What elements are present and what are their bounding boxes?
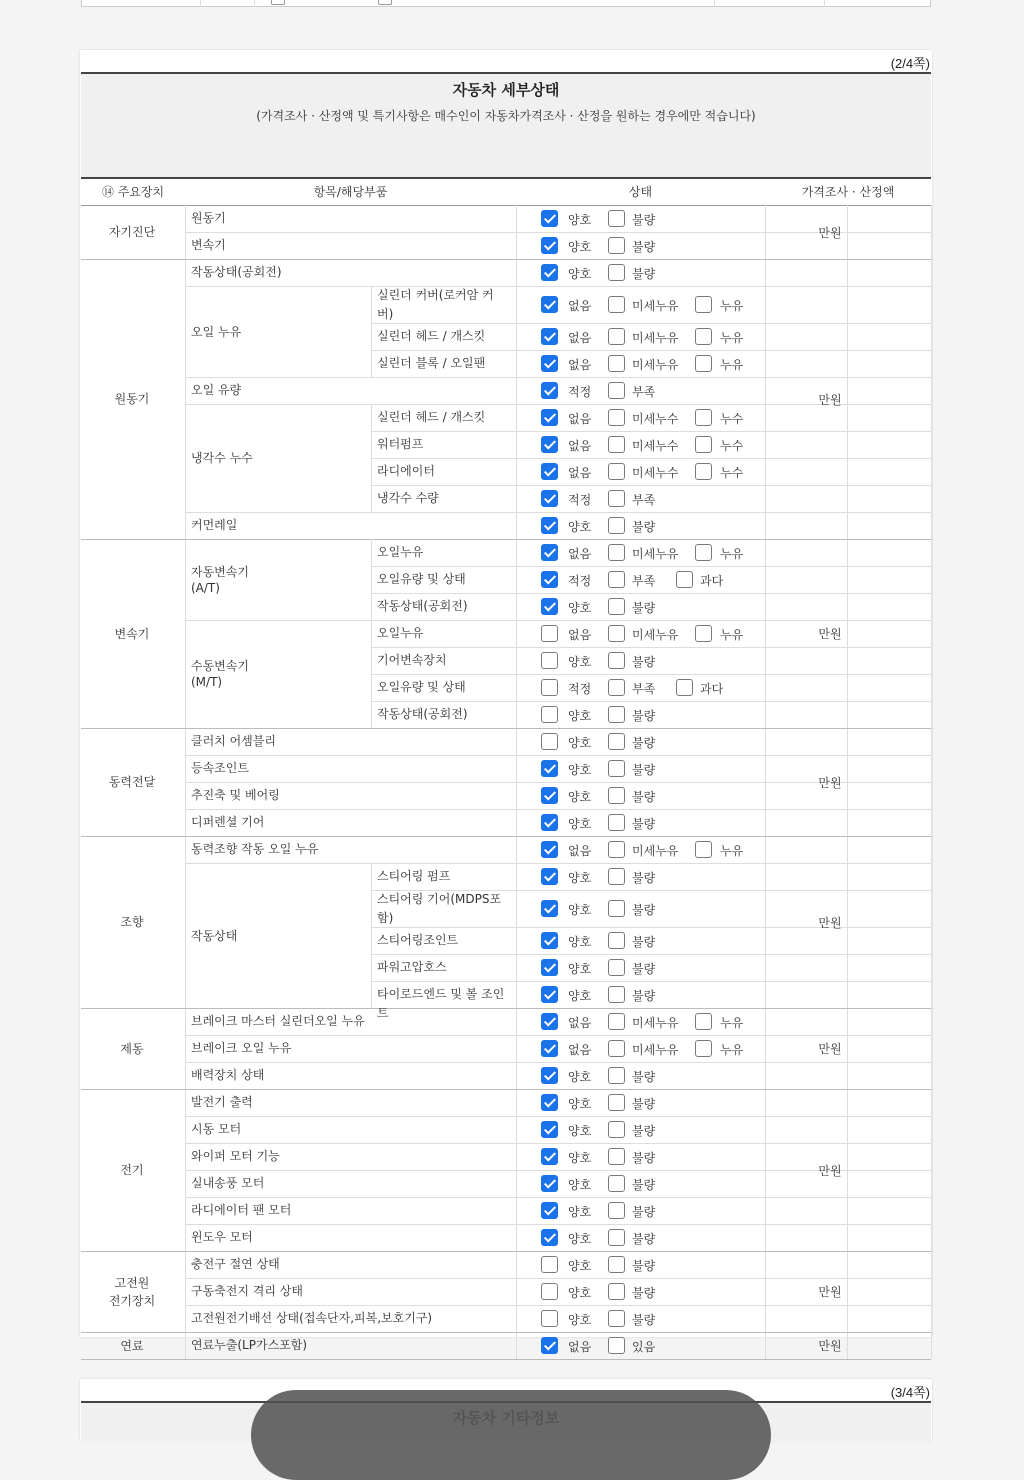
status-checkbox[interactable]	[541, 900, 558, 917]
status-checkbox[interactable]	[608, 409, 625, 426]
status-option-label: 없음	[568, 331, 592, 345]
status-option-label: 누유	[720, 331, 744, 345]
status-checkbox[interactable]	[695, 1040, 712, 1057]
item-label: 작동상태(공회전)	[377, 599, 468, 613]
status-checkbox[interactable]	[695, 409, 712, 426]
status-checkbox[interactable]	[608, 625, 625, 642]
item-label: 작동상태(공회전)	[377, 707, 468, 721]
status-option-label: 없음	[568, 547, 592, 561]
status-option-label: 불량	[632, 962, 656, 976]
status-option-label: 누유	[720, 844, 744, 858]
status-option-label: 불량	[632, 1313, 656, 1327]
status-option-label: 적정	[568, 574, 592, 588]
item-label: 실린더 블록 / 오일팬	[377, 356, 486, 370]
status-option-label: 양호	[568, 1313, 592, 1327]
status-checkbox[interactable]	[608, 841, 625, 858]
status-checkbox[interactable]	[541, 1094, 558, 1111]
status-option-label: 없음	[568, 1043, 592, 1057]
detail-status-sheet	[80, 50, 932, 1354]
status-option-label: 양호	[568, 1232, 592, 1246]
status-option-label: 불량	[632, 903, 656, 917]
status-checkbox[interactable]	[608, 382, 625, 399]
status-option-label: 미세누유	[632, 331, 679, 345]
item-label: 워터펌프	[377, 437, 424, 451]
page-subtitle: (가격조사 · 산정액 및 특기사항은 매수인이 자동차가격조사 · 산정을 원하는 경우에만 적습니다)	[256, 109, 756, 123]
status-checkbox[interactable]	[608, 760, 625, 777]
status-checkbox[interactable]	[608, 814, 625, 831]
status-option-label: 미세누유	[632, 358, 679, 372]
status-option-label: 양호	[568, 1097, 592, 1111]
status-option-label: 불량	[632, 520, 656, 534]
item-label: 브레이크 오일 누유	[191, 1041, 292, 1055]
item-label: 동력조향 작동 오일 누유	[191, 842, 319, 856]
status-checkbox[interactable]	[608, 868, 625, 885]
status-option-label: 양호	[568, 763, 592, 777]
status-option-label: 미세누유	[632, 628, 679, 642]
grid-line-vertical	[371, 286, 372, 377]
grid-line-vertical	[371, 539, 372, 620]
status-option-label: 불량	[632, 1097, 656, 1111]
status-checkbox[interactable]	[695, 328, 712, 345]
status-checkbox[interactable]	[541, 1040, 558, 1057]
status-option-label: 양호	[568, 1151, 592, 1165]
status-checkbox[interactable]	[608, 1229, 625, 1246]
status-checkbox[interactable]	[608, 517, 625, 534]
status-option-label: 없음	[568, 439, 592, 453]
header-item: 항목/해당부품	[185, 179, 516, 206]
status-option-label: 누유	[720, 628, 744, 642]
status-checkbox[interactable]	[541, 382, 558, 399]
strip-divider	[714, 0, 715, 7]
status-checkbox[interactable]	[541, 1175, 558, 1192]
item-label: 고전원전기배선 상태(접속단자,피복,보호기구)	[191, 1311, 433, 1325]
status-checkbox[interactable]	[541, 679, 558, 696]
item-label: 실린더 커버(로커암 커 버)	[377, 287, 494, 321]
category-8: 고전원 전기장치	[108, 1275, 156, 1308]
status-checkbox[interactable]	[608, 706, 625, 723]
header-status: 상태	[516, 179, 765, 206]
item-label: 구동축전지 격리 상태	[191, 1284, 303, 1298]
item-label: 충전구 절연 상태	[191, 1257, 280, 1271]
status-option-label: 양호	[568, 817, 592, 831]
status-option-label: 불량	[632, 267, 656, 281]
status-option-label: 불량	[632, 1124, 656, 1138]
status-option-label: 양호	[568, 1286, 592, 1300]
status-option-label: 불량	[632, 1232, 656, 1246]
status-checkbox[interactable]	[541, 490, 558, 507]
item-label: 시동 모터	[191, 1122, 242, 1136]
status-checkbox[interactable]	[608, 652, 625, 669]
status-checkbox[interactable]	[541, 787, 558, 804]
item-label: 등속조인트	[191, 761, 249, 775]
header-price: 가격조사 · 산정액	[765, 179, 931, 206]
category-2: 원동기	[114, 392, 150, 406]
status-option-label: 양호	[568, 871, 592, 885]
item-label: 오일유량 및 상태	[377, 680, 466, 694]
status-checkbox[interactable]	[608, 1094, 625, 1111]
status-option-label: 양호	[568, 213, 592, 227]
status-checkbox[interactable]	[541, 1310, 558, 1327]
status-checkbox[interactable]	[541, 706, 558, 723]
status-checkbox[interactable]	[541, 463, 558, 480]
item-label: 클러치 어셈블리	[191, 734, 276, 748]
header-main-device: ⑭ 주요장치	[81, 179, 185, 206]
item-label: 추진축 및 베어링	[191, 788, 280, 802]
status-checkbox[interactable]	[608, 1256, 625, 1273]
status-option-label: 미세누수	[632, 466, 679, 480]
status-checkbox[interactable]	[541, 1202, 558, 1219]
item-label: 라디에이터 팬 모터	[191, 1203, 292, 1217]
category-9: 연료	[120, 1338, 144, 1353]
item-label: 원동기	[191, 211, 226, 225]
status-checkbox[interactable]	[608, 1040, 625, 1057]
status-checkbox[interactable]	[695, 841, 712, 858]
status-checkbox[interactable]	[608, 1121, 625, 1138]
status-checkbox[interactable]	[541, 296, 558, 313]
item-label: 오일유량 및 상태	[377, 572, 466, 586]
strip-divider	[254, 0, 255, 7]
status-checkbox[interactable]	[608, 210, 625, 227]
status-checkbox[interactable]	[608, 355, 625, 372]
status-option-label: 양호	[568, 240, 592, 254]
strip-divider	[824, 0, 825, 7]
price-cell-8[interactable]: 만원	[818, 1285, 842, 1299]
status-checkbox[interactable]	[541, 652, 558, 669]
grid-line-horizontal	[81, 1359, 931, 1360]
status-option-label: 불량	[632, 1151, 656, 1165]
item-label: 오일누유	[377, 626, 424, 640]
price-cell-3[interactable]: 만원	[818, 627, 842, 641]
status-option-label: 적정	[568, 682, 592, 696]
status-checkbox[interactable]	[541, 264, 558, 281]
status-option-label: 불량	[632, 601, 656, 615]
status-option-label: 없음	[568, 299, 592, 313]
category-3: 변속기	[114, 626, 150, 641]
strip-checkbox[interactable]	[378, 0, 392, 5]
status-checkbox[interactable]	[608, 296, 625, 313]
status-option-label: 누수	[720, 466, 744, 480]
status-option-label: 미세누유	[632, 1043, 679, 1057]
item-label: 연료누출(LP가스포함)	[191, 1338, 308, 1352]
category-5: 조향	[120, 915, 144, 929]
status-checkbox[interactable]	[541, 1067, 558, 1084]
status-checkbox[interactable]	[541, 328, 558, 345]
price-cell-9[interactable]: 만원	[818, 1339, 842, 1353]
status-checkbox[interactable]	[695, 436, 712, 453]
category-7: 전기	[120, 1163, 144, 1177]
status-option-label: 과다	[700, 682, 724, 696]
status-option-label: 양호	[568, 935, 592, 949]
status-option-label: 미세누유	[632, 844, 679, 858]
price-cell-4[interactable]: 만원	[818, 775, 842, 790]
status-checkbox[interactable]	[541, 1256, 558, 1273]
status-checkbox[interactable]	[541, 625, 558, 642]
status-checkbox[interactable]	[541, 986, 558, 1003]
status-checkbox[interactable]	[608, 1283, 625, 1300]
grid-line-vertical	[371, 620, 372, 728]
status-option-label: 불량	[632, 763, 656, 777]
item-label: 스티어링 기어(MDPS포 함)	[377, 891, 502, 925]
status-checkbox[interactable]	[541, 959, 558, 976]
price-cell-6[interactable]: 만원	[818, 1042, 842, 1056]
status-option-label: 누유	[720, 358, 744, 372]
item-label: 라디에이터	[377, 464, 435, 478]
status-option-label: 부족	[632, 493, 656, 507]
status-option-label: 누수	[720, 412, 744, 426]
item-label: 스티어링조인트	[377, 933, 459, 947]
status-option-label: 부족	[632, 574, 656, 588]
item-label: 오일누유	[377, 545, 424, 559]
status-checkbox[interactable]	[608, 1067, 625, 1084]
status-option-label: 적정	[568, 493, 592, 507]
status-option-label: 미세누유	[632, 547, 679, 561]
status-option-label: 불량	[632, 736, 656, 750]
status-checkbox[interactable]	[695, 625, 712, 642]
status-option-label: 양호	[568, 1070, 592, 1084]
status-checkbox[interactable]	[608, 328, 625, 345]
status-option-label: 불량	[632, 213, 656, 227]
item-label: 파워고압호스	[377, 960, 447, 974]
price-cell-2[interactable]: 만원	[818, 392, 842, 407]
status-option-label: 부족	[632, 682, 656, 696]
item-label: 냉각수 수량	[377, 491, 439, 505]
status-checkbox[interactable]	[608, 733, 625, 750]
status-option-label: 양호	[568, 709, 592, 723]
status-option-label: 불량	[632, 817, 656, 831]
status-option-label: 불량	[632, 1205, 656, 1219]
status-checkbox[interactable]	[608, 959, 625, 976]
page-number: (2/4쪽)	[890, 56, 930, 71]
status-checkbox[interactable]	[541, 409, 558, 426]
item-label: 작동상태(공회전)	[191, 265, 282, 279]
status-checkbox[interactable]	[695, 463, 712, 480]
item-label: 커먼레일	[191, 518, 238, 532]
status-checkbox[interactable]	[541, 814, 558, 831]
item-label: 배력장치 상태	[191, 1068, 265, 1082]
status-option-label: 누수	[720, 439, 744, 453]
status-option-label: 양호	[568, 962, 592, 976]
status-option-label: 미세누유	[632, 299, 679, 313]
status-option-label: 미세누수	[632, 412, 679, 426]
title-box	[81, 72, 931, 179]
status-checkbox[interactable]	[608, 679, 625, 696]
status-option-label: 미세누유	[632, 1016, 679, 1030]
next-page-number: (3/4쪽)	[890, 1385, 930, 1400]
category-6: 제동	[120, 1041, 144, 1056]
status-option-label: 없음	[568, 466, 592, 480]
status-checkbox[interactable]	[608, 986, 625, 1003]
item-label: 와이퍼 모터 기능	[191, 1149, 280, 1163]
status-checkbox[interactable]	[608, 544, 625, 561]
category-4: 동력전달	[108, 775, 156, 789]
item-label: 타이로드엔드 및 볼 조인트	[377, 987, 505, 1020]
status-checkbox[interactable]	[541, 237, 558, 254]
price-cell-5[interactable]: 만원	[818, 915, 842, 930]
status-checkbox[interactable]	[541, 210, 558, 227]
status-option-label: 불량	[632, 871, 656, 885]
status-option-label: 없음	[568, 358, 592, 372]
strip-checkbox[interactable]	[271, 0, 285, 5]
strip-divider	[200, 0, 201, 7]
status-option-label: 양호	[568, 790, 592, 804]
status-option-label: 불량	[632, 709, 656, 723]
item-label: 발전기 출력	[191, 1095, 253, 1109]
status-checkbox[interactable]	[608, 1202, 625, 1219]
group-label: 자동변속기 (A/T)	[191, 564, 249, 595]
status-checkbox[interactable]	[541, 1013, 558, 1030]
status-checkbox[interactable]	[608, 1310, 625, 1327]
group-label: 작동상태	[191, 928, 238, 943]
status-checkbox[interactable]	[695, 296, 712, 313]
status-checkbox[interactable]	[541, 1148, 558, 1165]
price-cell-1[interactable]: 만원	[818, 225, 842, 240]
item-label: 실린더 헤드 / 개스킷	[377, 410, 486, 424]
status-checkbox[interactable]	[608, 463, 625, 480]
status-option-label: 없음	[568, 1340, 592, 1354]
status-option-label: 불량	[632, 935, 656, 949]
status-option-label: 불량	[632, 1286, 656, 1300]
status-checkbox[interactable]	[608, 571, 625, 588]
item-label: 윈도우 모터	[191, 1230, 253, 1244]
status-option-label: 있음	[632, 1340, 656, 1354]
item-label: 실내송풍 모터	[191, 1176, 265, 1190]
status-checkbox[interactable]	[695, 1013, 712, 1030]
status-option-label: 누유	[720, 1016, 744, 1030]
item-label: 오일 유량	[191, 383, 242, 397]
status-checkbox[interactable]	[541, 932, 558, 949]
status-option-label: 없음	[568, 1016, 592, 1030]
status-checkbox[interactable]	[541, 868, 558, 885]
status-checkbox[interactable]	[541, 598, 558, 615]
status-checkbox[interactable]	[695, 355, 712, 372]
status-checkbox[interactable]	[541, 1229, 558, 1246]
status-option-label: 불량	[632, 1259, 656, 1273]
status-option-label: 불량	[632, 1178, 656, 1192]
status-option-label: 양호	[568, 1259, 592, 1273]
status-checkbox[interactable]	[608, 932, 625, 949]
status-checkbox[interactable]	[608, 787, 625, 804]
status-checkbox[interactable]	[676, 571, 693, 588]
status-checkbox[interactable]	[541, 517, 558, 534]
status-checkbox[interactable]	[695, 544, 712, 561]
status-option-label: 양호	[568, 1178, 592, 1192]
status-checkbox[interactable]	[541, 1283, 558, 1300]
status-checkbox[interactable]	[608, 900, 625, 917]
status-checkbox[interactable]	[608, 436, 625, 453]
status-checkbox[interactable]	[608, 1013, 625, 1030]
status-option-label: 양호	[568, 1205, 592, 1219]
status-checkbox[interactable]	[608, 598, 625, 615]
status-checkbox[interactable]	[541, 1121, 558, 1138]
item-label: 스티어링 펌프	[377, 869, 451, 883]
group-label: 오일 누유	[191, 324, 242, 339]
status-checkbox[interactable]	[608, 1148, 625, 1165]
status-checkbox[interactable]	[541, 436, 558, 453]
status-option-label: 불량	[632, 989, 656, 1003]
status-option-label: 양호	[568, 903, 592, 917]
group-label: 수동변속기 (M/T)	[191, 659, 249, 689]
status-option-label: 양호	[568, 520, 592, 534]
status-option-label: 없음	[568, 628, 592, 642]
status-option-label: 양호	[568, 1124, 592, 1138]
previous-page-strip	[81, 0, 931, 7]
status-option-label: 불량	[632, 790, 656, 804]
item-label: 기어변속장치	[377, 653, 447, 667]
status-checkbox[interactable]	[676, 679, 693, 696]
status-checkbox[interactable]	[608, 237, 625, 254]
status-option-label: 누유	[720, 299, 744, 313]
status-option-label: 양호	[568, 601, 592, 615]
status-option-label: 과다	[700, 574, 724, 588]
status-option-label: 부족	[632, 385, 656, 399]
status-checkbox[interactable]	[541, 733, 558, 750]
status-option-label: 양호	[568, 655, 592, 669]
status-option-label: 누유	[720, 547, 744, 561]
status-option-label: 양호	[568, 736, 592, 750]
status-option-label: 불량	[632, 1070, 656, 1084]
status-option-label: 양호	[568, 267, 592, 281]
grid-line-vertical	[371, 863, 372, 1008]
item-label: 디퍼렌셜 기어	[191, 815, 265, 829]
item-label: 브레이크 마스터 실린더오일 누유	[191, 1014, 365, 1028]
status-option-label: 양호	[568, 989, 592, 1003]
status-checkbox[interactable]	[608, 490, 625, 507]
status-option-label: 불량	[632, 240, 656, 254]
page-title: 자동차 세부상태	[452, 81, 560, 99]
status-option-label: 미세누수	[632, 439, 679, 453]
status-checkbox[interactable]	[541, 760, 558, 777]
status-option-label: 불량	[632, 655, 656, 669]
grid-line-vertical	[931, 205, 932, 1359]
category-1: 자기진단	[108, 225, 156, 239]
status-option-label: 없음	[568, 412, 592, 426]
status-checkbox[interactable]	[608, 264, 625, 281]
group-label: 냉각수 누수	[191, 451, 253, 465]
status-checkbox[interactable]	[541, 1337, 558, 1354]
status-checkbox[interactable]	[541, 355, 558, 372]
status-checkbox[interactable]	[541, 544, 558, 561]
status-checkbox[interactable]	[541, 841, 558, 858]
item-label: 변속기	[191, 238, 226, 252]
status-checkbox[interactable]	[608, 1175, 625, 1192]
status-checkbox[interactable]	[608, 1337, 625, 1354]
toast-overlay	[251, 1390, 771, 1480]
grid-line-vertical	[371, 404, 372, 512]
price-cell-7[interactable]: 만원	[818, 1163, 842, 1178]
status-option-label: 적정	[568, 385, 592, 399]
status-option-label: 없음	[568, 844, 592, 858]
item-label: 실린더 헤드 / 개스킷	[377, 329, 486, 343]
status-option-label: 누유	[720, 1043, 744, 1057]
status-checkbox[interactable]	[541, 571, 558, 588]
